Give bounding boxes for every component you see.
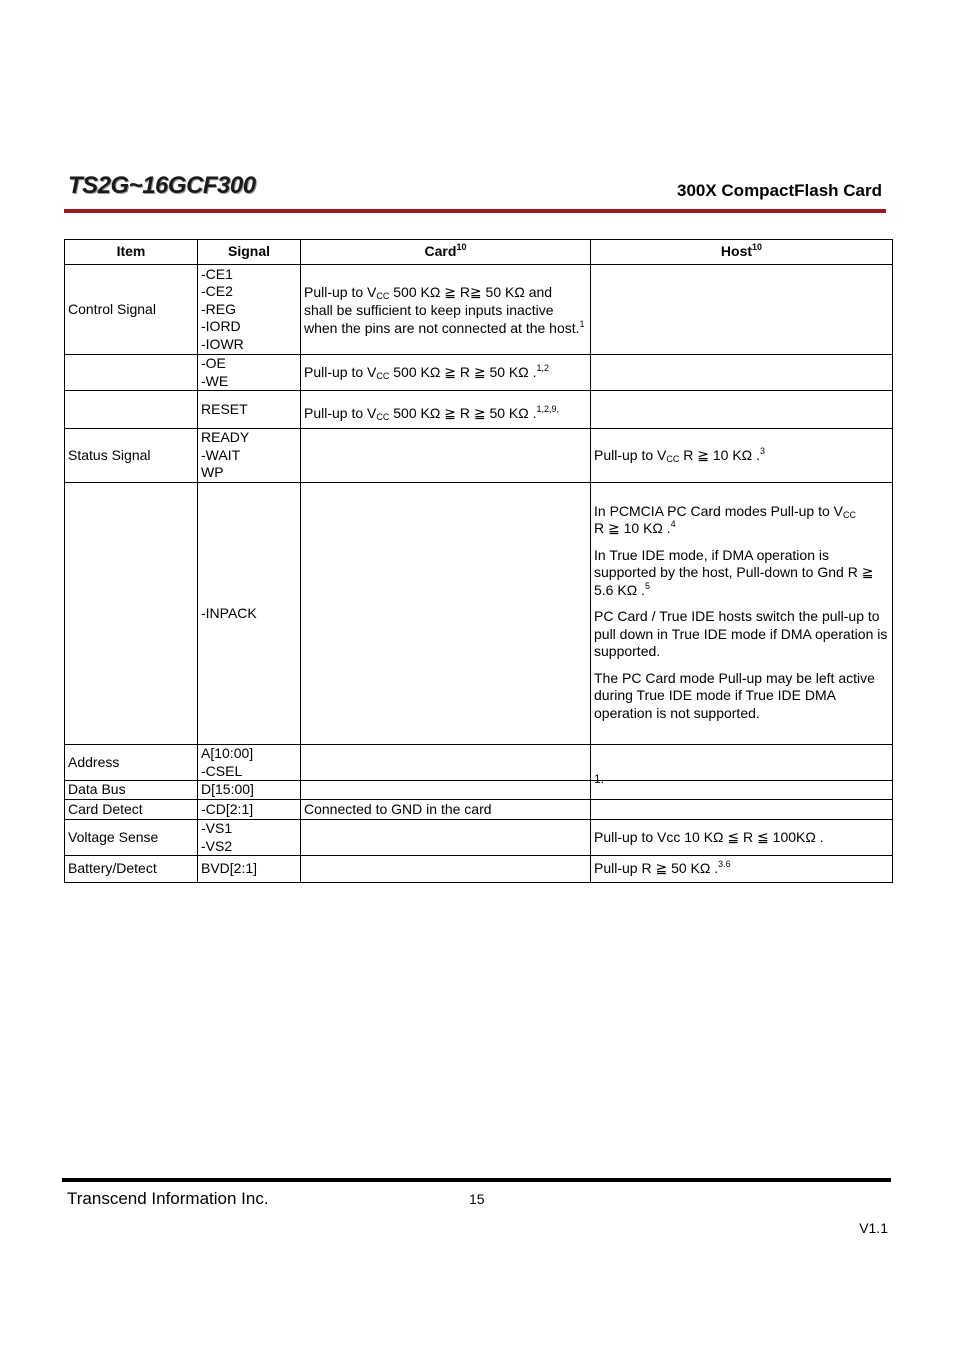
- row-card: [301, 483, 591, 745]
- header-rule: [64, 209, 886, 213]
- footer-rule: [62, 1178, 891, 1182]
- row-signals: BVD[2:1]: [198, 856, 301, 883]
- page-number: 15: [469, 1191, 485, 1207]
- row-host: [591, 800, 893, 820]
- row-host: 1.: [591, 781, 893, 800]
- row-signals: -CE1 -CE2 -REG -IORD -IOWR: [198, 265, 301, 355]
- row-signals: -VS1 -VS2: [198, 820, 301, 856]
- header-item: Item: [65, 240, 198, 265]
- row-item: Card Detect: [65, 800, 198, 820]
- document-version: V1.1: [859, 1220, 888, 1236]
- table-row: [65, 265, 893, 355]
- row-host: Pull-up to Vcc 10 KΩ ≦ R ≦ 100KΩ .: [591, 820, 893, 856]
- row-item: Voltage Sense: [65, 820, 198, 856]
- header-host: Host$^{10}$: [591, 240, 893, 265]
- row-host: Pull-up to $V_{CC}$ R ≧ 10 KΩ .$^3$: [591, 429, 893, 483]
- row-item: [65, 483, 198, 745]
- row-item: Battery/Detect: [65, 856, 198, 883]
- row-signals: -INPACK: [198, 483, 301, 745]
- table-row: [65, 800, 893, 820]
- row-card: Pull-up to $V_{CC}$ 500 KΩ ≧ R≧ 50 KΩ and shall be sufficient to keep inputs inactive when the pins are not connected at the host.$^1$: [301, 265, 591, 355]
- row-item: [65, 355, 198, 391]
- row-card: [301, 429, 591, 483]
- signal-spec-table: [64, 239, 893, 883]
- row-card: [301, 781, 591, 800]
- table-row: [65, 391, 893, 429]
- table-row: [65, 429, 893, 483]
- row-signals: RESET: [198, 391, 301, 429]
- row-signals: A[10:00] -CSEL: [198, 745, 301, 781]
- table-row: [65, 856, 893, 883]
- row-host: [591, 265, 893, 355]
- host-note-pullup-active: The PC Card mode Pull-up may be left active during True IDE mode if True IDE DMA operation is not supported.: [594, 669, 875, 721]
- document-subtitle: 300X CompactFlash Card: [676, 181, 882, 200]
- model-title: TS2G~16GCF300: [68, 172, 256, 199]
- row-host: Pull-up R ≧ 50 KΩ .$^{3.6}$: [591, 856, 893, 883]
- row-item: [65, 391, 198, 429]
- row-card: Pull-up to $V_{CC}$ 500 KΩ ≧ R ≧ 50 KΩ .$^{1,2}$: [301, 355, 591, 391]
- table-row: [65, 781, 893, 800]
- header-card: Card$^{10}$: [301, 240, 591, 265]
- row-signals: D[15:00]: [198, 781, 301, 800]
- row-host: [591, 355, 893, 391]
- row-card: [301, 856, 591, 883]
- row-host: [591, 391, 893, 429]
- table-row: [65, 483, 893, 745]
- row-signals: -OE -WE: [198, 355, 301, 391]
- table-row: [65, 355, 893, 391]
- row-signals: -CD[2:1]: [198, 800, 301, 820]
- row-host: [591, 483, 893, 745]
- row-card: [301, 745, 591, 781]
- row-card: Pull-up to $V_{CC}$ 500 KΩ ≧ R ≧ 50 KΩ .$^{1,2,9,}$: [301, 391, 591, 429]
- row-signals: READY -WAIT WP: [198, 429, 301, 483]
- row-item: Address: [65, 745, 198, 781]
- row-card: Connected to GND in the card: [301, 800, 591, 820]
- host-note-pcmcia: In PCMCIA PC Card modes Pull-up to $V_{CC}$ R ≧ 10 KΩ .$^4$: [594, 502, 856, 537]
- company-name: Transcend Information Inc.: [67, 1189, 269, 1208]
- row-item: Control Signal: [65, 265, 198, 355]
- host-note-true-ide: In True IDE mode, if DMA operation is supported by the host, Pull-down to Gnd R ≧ 5.6 KΩ .$^5$: [594, 546, 874, 598]
- row-item: Data Bus: [65, 781, 198, 800]
- table-header-row: [65, 240, 893, 265]
- row-card: [301, 820, 591, 856]
- table-row: [65, 820, 893, 856]
- header-signal: Signal: [198, 240, 301, 265]
- host-note-switch: PC Card / True IDE hosts switch the pull-up to pull down in True IDE mode if DMA operation is supported.: [594, 608, 888, 660]
- row-item: Status Signal: [65, 429, 198, 483]
